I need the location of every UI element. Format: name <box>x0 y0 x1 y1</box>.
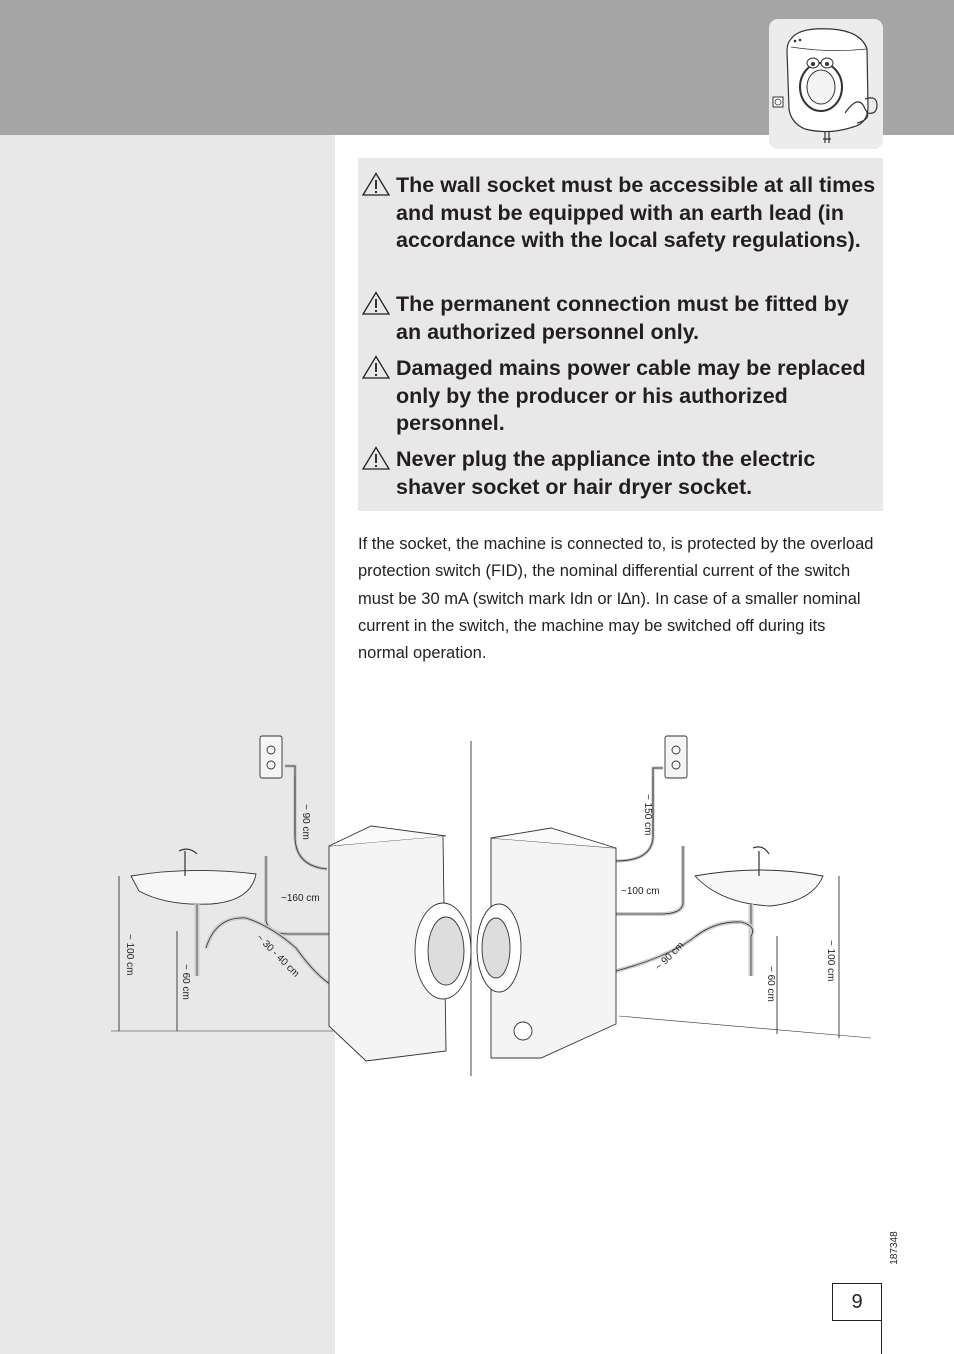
sink-icon <box>131 870 256 904</box>
warning-triangle-icon <box>362 172 390 196</box>
dimension-label: ~ 150 cm <box>642 794 653 836</box>
page-number-line <box>881 1321 882 1354</box>
power-cable <box>616 768 663 861</box>
floor-line <box>619 1016 871 1038</box>
warning-text: Never plug the appliance into the electric shaver socket or hair dryer socket. <box>396 447 816 499</box>
warning-box <box>358 158 883 511</box>
dimension-label: ~ 90 cm <box>653 939 687 974</box>
dimension-label: ~ 100 cm <box>124 934 135 976</box>
installation-diagram <box>71 686 954 1095</box>
dimension-label: ~ 60 cm <box>180 964 191 1000</box>
water-hose <box>616 846 683 914</box>
warning-triangle-icon <box>362 446 390 470</box>
warning-triangle-icon <box>362 355 390 379</box>
wall-socket-icon <box>260 736 282 778</box>
dimension-label: ~160 cm <box>281 893 320 904</box>
body-paragraph: If the socket, the machine is connected to, is protected by the overload protection switch (FID), the nominal differential current of the switch must be 30 mA (switch mark Idn or I∆n). In case of a smaller nominal current in the switch, the machine may be switched off during its normal operation. <box>358 535 874 663</box>
dimension-label: ~ 30 - 40 cm <box>253 932 302 980</box>
warning-text: The wall socket must be accessible at all times and must be equipped with an earth lead (in accordance with the local safety regulations). <box>396 173 876 252</box>
wall-socket-icon <box>665 736 687 778</box>
page-number: 9 <box>832 1283 882 1321</box>
document-code: 187348 <box>889 1231 900 1265</box>
dimension-label: ~ 90 cm <box>300 804 311 840</box>
warning-text: Damaged mains power cable may be replaced only by the producer or his authorized personnel. <box>396 356 866 435</box>
warning-text: The permanent connection must be fitted by an authorized personnel only. <box>396 292 849 344</box>
dimension-label: ~ 100 cm <box>825 940 836 982</box>
dimension-label: ~ 60 cm <box>765 966 776 1002</box>
dimension-label: ~100 cm <box>621 886 660 897</box>
warning-triangle-icon <box>362 291 390 315</box>
washing-machine-mascot-icon <box>769 19 883 149</box>
